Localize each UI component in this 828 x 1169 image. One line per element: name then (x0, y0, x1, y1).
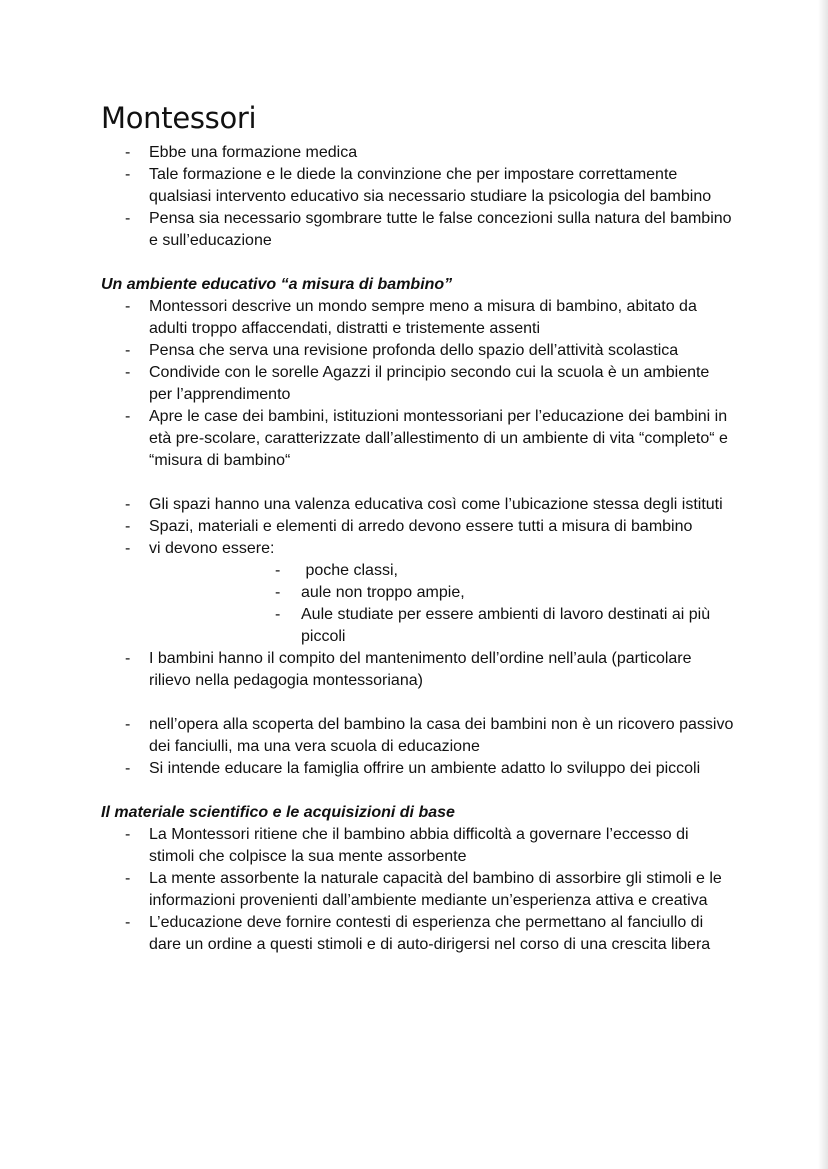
list-item: - vi devono essere: (101, 538, 734, 560)
list-item: - La Montessori ritiene che il bambino abbia difficoltà a governare l’eccesso di stimoli che colpisce la sua mente assorbente (101, 824, 734, 868)
list-item: - nell’opera alla scoperta del bambino la casa dei bambini non è un ricovero passivo dei fanciulli, ma una vera scuola di educazione (101, 714, 734, 758)
list-item: - Ebbe una formazione medica (101, 142, 734, 164)
sub-list-item: - aule non troppo ampie, (251, 582, 731, 604)
page-edge-shadow (818, 0, 828, 1169)
list-item: - Pensa sia necessario sgombrare tutte le false concezioni sulla natura del bambino e sull’educazione (101, 208, 734, 252)
section1-list-c (101, 648, 731, 692)
page-title: Montessori (101, 101, 257, 135)
list-item: - L’educazione deve fornire contesti di esperienza che permettano al fanciullo di dare un ordine a questi stimoli e di auto-dirigersi nel corso di una crescita libera (101, 912, 734, 956)
list-item: - Tale formazione e le diede la convinzione che per impostare correttamente qualsiasi intervento educativo sia necessario studiare la psicologia del bambino (101, 164, 734, 208)
sub-list (251, 560, 731, 648)
list-item: - Si intende educare la famiglia offrire un ambiente adatto lo sviluppo dei piccoli (101, 758, 734, 780)
document-page (101, 98, 734, 956)
list-item: - Condivide con le sorelle Agazzi il principio secondo cui la scuola è un ambiente per l’apprendimento (101, 362, 734, 406)
section1-list-d (101, 714, 734, 780)
section2-list (101, 824, 731, 956)
list-item: - Spazi, materiali e elementi di arredo devono essere tutti a misura di bambino (101, 516, 734, 538)
list-item: - Pensa che serva una revisione profonda dello spazio dell’attività scolastica (101, 340, 734, 362)
list-item: - Gli spazi hanno una valenza educativa così come l’ubicazione stessa degli istituti (101, 494, 734, 516)
list-item: - Apre le case dei bambini, istituzioni montessoriani per l’educazione dei bambini in età pre-scolare, caratterizzate dall’allestimento di un ambiente di vita “completo“ e “misura di bambino“ (101, 406, 734, 472)
section-heading: Il materiale scientifico e le acquisizioni di base (101, 804, 455, 821)
section1-list-a (101, 296, 731, 472)
list-item: - Montessori descrive un mondo sempre meno a misura di bambino, abitato da adulti troppo affaccendati, distratti e tristemente assenti (101, 296, 734, 340)
sub-list-item: - Aule studiate per essere ambienti di lavoro destinati ai più piccoli (251, 604, 731, 648)
section-heading: Un ambiente educativo “a misura di bambino” (101, 276, 453, 293)
sub-list-item: - poche classi, (251, 560, 731, 582)
list-item: - I bambini hanno il compito del mantenimento dell’ordine nell’aula (particolare rilievo nella pedagogia montessoriana) (101, 648, 734, 692)
list-item: - La mente assorbente la naturale capacità del bambino di assorbire gli stimoli e le informazioni provenienti dall’ambiente mediante un’esperienza attiva e creativa (101, 868, 734, 912)
section1-list-b (101, 494, 731, 560)
intro-list (101, 142, 731, 252)
